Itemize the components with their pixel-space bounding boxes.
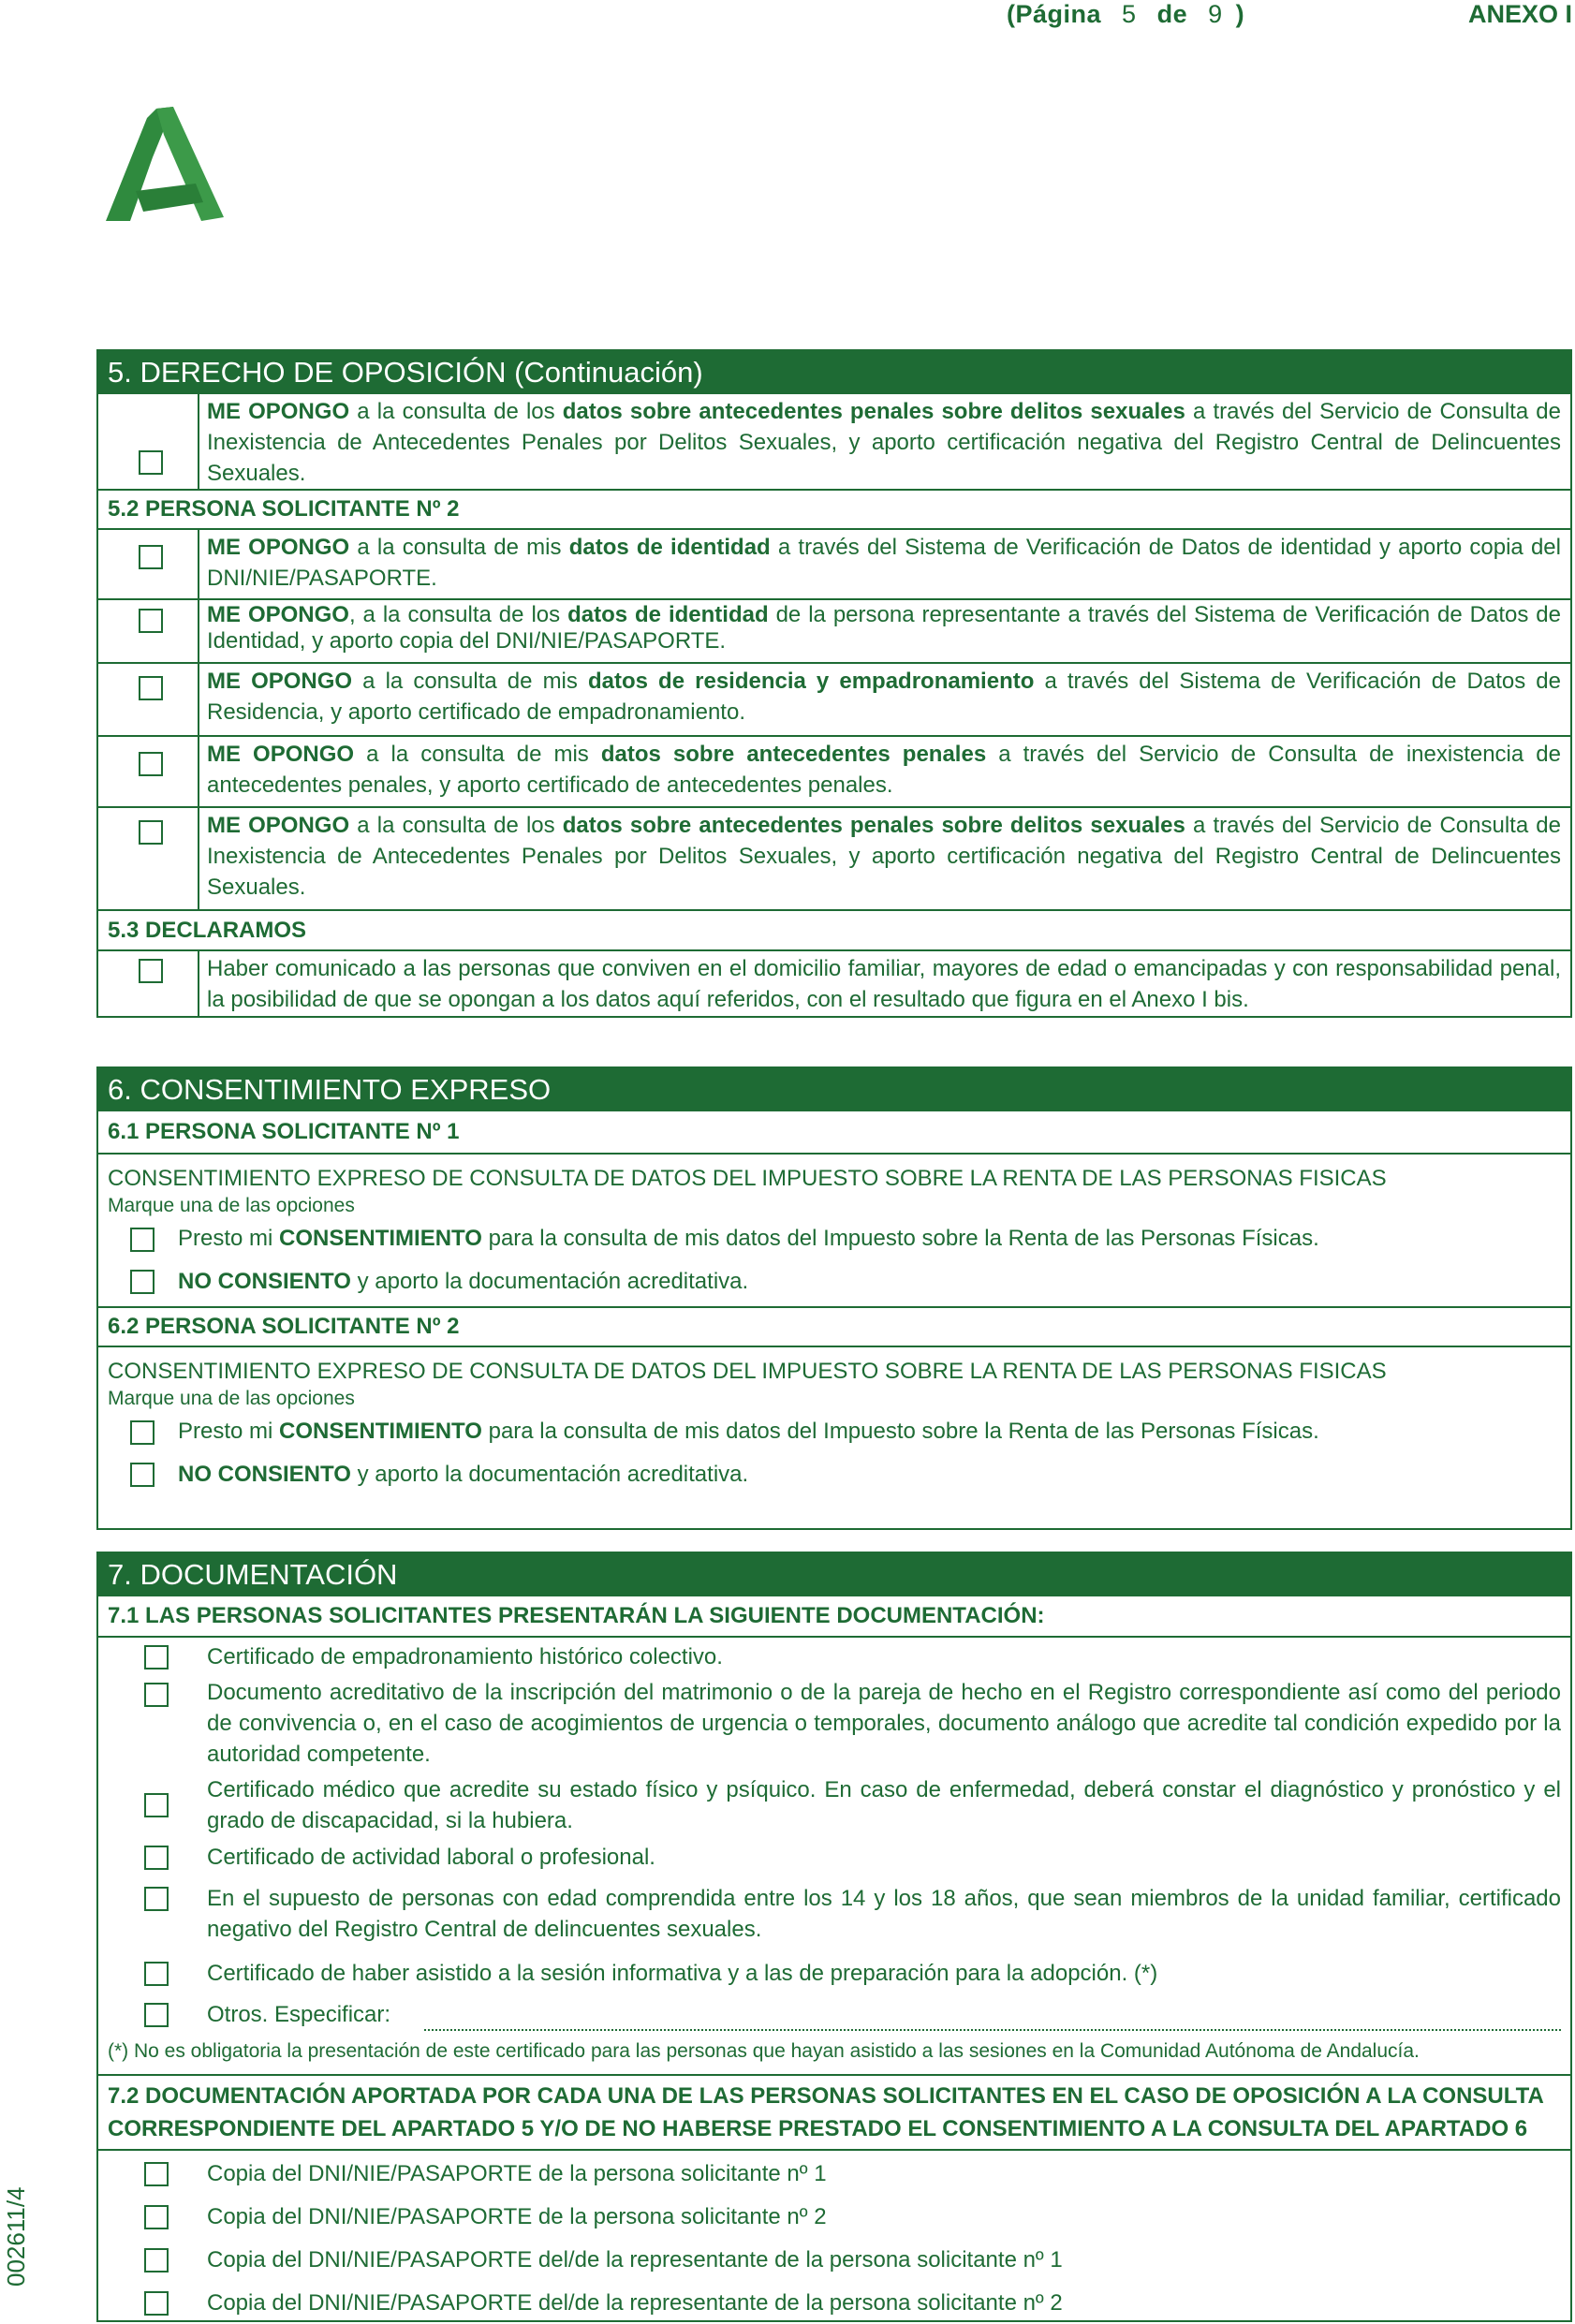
checkbox[interactable] (130, 1270, 155, 1294)
opposition-row (98, 662, 1570, 735)
document-label: Documento acreditativo de la inscripción del matrimonio o de la pareja de hecho en el Registro correspondiente así como del periodo de convivencia o, en el caso de acogimientos de urgencia o temporales, documento análogo que acredite tal condición expedido por la autoridad competente. (207, 1680, 1561, 1767)
page-indicator (1007, 0, 1244, 29)
document-label: Copia del DNI/NIE/PASAPORTE del/de la representante de la persona solicitante nº 1 (207, 2247, 1063, 2273)
opposition-text: ME OPONGO a la consulta de los datos sobre antecedentes penales sobre delitos sexuales a través del Servicio de Consulta de Inexistencia de Antecedentes Penales por Delitos Sexuales, y aporto certificación negativa del Registro Central de Delincuentes Sexuales. (207, 399, 1561, 486)
form-code: 002611/4 (2, 2186, 30, 2287)
checkbox[interactable] (139, 959, 163, 983)
section-7-title: 7. DOCUMENTACIÓN (98, 1553, 1570, 1596)
checkbox[interactable] (139, 545, 163, 569)
page-number: 5 (1122, 0, 1137, 28)
consent-heading: CONSENTIMIENTO EXPRESO DE CONSULTA DE DATOS DEL IMPUESTO SOBRE LA RENTA DE LAS PERSONAS FISICAS (108, 1166, 1387, 1191)
declaration-text: Haber comunicado a las personas que conviven en el domicilio familiar, mayores de edad o emancipadas y con responsabilidad penal, la posibilidad de que se opongan a los datos aquí referidos, con el resultado que figura en el Anexo I bis. (207, 956, 1561, 1012)
checkbox[interactable] (130, 1228, 155, 1252)
document-item (98, 1641, 1570, 1675)
document-item (98, 2153, 1570, 2196)
no-consent-option-label: NO CONSIENTO y aporto la documentación acreditativa. (178, 1269, 749, 1294)
no-consent-option-label: NO CONSIENTO y aporto la documentación acreditativa. (178, 1462, 749, 1487)
document-item (98, 2196, 1570, 2239)
checkbox[interactable] (144, 2162, 169, 2186)
document-label: Copia del DNI/NIE/PASAPORTE del/de la representante de la persona solicitante nº 2 (207, 2290, 1063, 2316)
no-consent-option (98, 1263, 1570, 1306)
checkbox[interactable] (144, 2003, 169, 2027)
section-6-title: 6. CONSENTIMIENTO EXPRESO (98, 1068, 1570, 1111)
document-item (98, 1879, 1570, 1954)
document-item (98, 2239, 1570, 2282)
opposition-text: ME OPONGO a la consulta de los datos sobre antecedentes penales sobre delitos sexuales a través del Servicio de Consulta de Inexistencia de Antecedentes Penales por Delitos Sexuales, y aporto certificación negativa del Registro Central de Delincuentes Sexuales. (207, 813, 1561, 900)
specify-input-line[interactable] (424, 2029, 1561, 2031)
document-label: Certificado de haber asistido a la sesión informativa y a las de preparación para la adopción. (*) (207, 1961, 1158, 1986)
opposition-text: ME OPONGO a la consulta de mis datos de residencia y empadronamiento a través del Sistema de Verificación de Datos de Residencia, y aporto certificado de empadronamiento. (207, 669, 1561, 725)
choose-one-note: Marque una de las opciones (108, 1195, 355, 1216)
document-label: Copia del DNI/NIE/PASAPORTE de la persona solicitante nº 2 (207, 2204, 827, 2229)
consent-option (98, 1411, 1570, 1456)
de-label: de (1156, 0, 1188, 28)
subsection-7-2-title: 7.2 DOCUMENTACIÓN APORTADA POR CADA UNA DE LAS PERSONAS SOLICITANTES EN EL CASO DE OPOSICIÓN A LA CONSULTA CORRESPONDIENTE DEL APARTADO 5 Y/O DE NO HABERSE PRESTADO EL CONSENTIMIENTO A LA CONSULTA DEL APARTADO 6 (98, 2074, 1570, 2149)
consent-heading: CONSENTIMIENTO EXPRESO DE CONSULTA DE DATOS DEL IMPUESTO SOBRE LA RENTA DE LAS PERSONAS FISICAS (108, 1359, 1387, 1384)
checkbox[interactable] (130, 1420, 155, 1445)
footnote: (*) No es obligatoria la presentación de este certificado para las personas que hayan asistido a las sesiones en la Comunidad Autónoma de Andalucía. (108, 2040, 1420, 2062)
opposition-text: ME OPONGO a la consulta de mis datos de identidad a través del Sistema de Verificación de Datos de identidad y aporto copia del DNI/NIE/PASAPORTE. (207, 535, 1561, 591)
checkbox[interactable] (144, 1683, 169, 1707)
checkbox[interactable] (130, 1463, 155, 1487)
subsection-6-2-title: 6.2 PERSONA SOLICITANTE Nº 2 (98, 1306, 1570, 1346)
checkbox[interactable] (139, 609, 163, 633)
section-6-consent (96, 1066, 1572, 1530)
checkbox[interactable] (144, 1887, 169, 1911)
checkbox[interactable] (144, 1962, 169, 1986)
checkbox[interactable] (139, 752, 163, 776)
subsection-5-3-title: 5.3 DECLARAMOS (98, 909, 1570, 949)
pagina-label: (Página (1007, 0, 1102, 28)
consent-option-label: Presto mi CONSENTIMIENTO para la consulta de mis datos del Impuesto sobre la Renta de las Personas Físicas. (178, 1226, 1319, 1251)
checkbox[interactable] (144, 1645, 169, 1669)
consent-option-label: Presto mi CONSENTIMIENTO para la consulta de mis datos del Impuesto sobre la Renta de las Personas Físicas. (178, 1419, 1319, 1444)
document-label: Otros. Especificar: (207, 2002, 391, 2027)
checkbox[interactable] (139, 676, 163, 700)
subsection-5-2-title: 5.2 PERSONA SOLICITANTE Nº 2 (98, 489, 1570, 528)
checkbox[interactable] (144, 1793, 169, 1817)
subsection-6-1-title: 6.1 PERSONA SOLICITANTE Nº 1 (108, 1119, 460, 1144)
document-item (98, 1675, 1570, 1774)
anexo-label: ANEXO I (1468, 0, 1573, 28)
section-7-documentation (96, 1552, 1572, 2322)
opposition-row (98, 394, 1570, 489)
close-paren: ) (1235, 0, 1245, 28)
checkbox[interactable] (144, 2205, 169, 2229)
checkbox[interactable] (144, 2291, 169, 2316)
opposition-row (98, 598, 1570, 662)
document-item (98, 1954, 1570, 1995)
opposition-text: ME OPONGO, a la consulta de los datos de identidad de la persona representante a través del Sistema de Verificación de Datos de Identidad, y aporto copia del DNI/NIE/PASAPORTE. (207, 602, 1561, 654)
checkbox[interactable] (144, 1846, 169, 1870)
checkbox[interactable] (139, 820, 163, 845)
checkbox[interactable] (144, 2248, 169, 2273)
consent-option (98, 1218, 1570, 1263)
checkbox[interactable] (139, 450, 163, 475)
document-item (98, 2282, 1570, 2323)
section-5-opposition (96, 349, 1572, 1018)
document-item-other (98, 1995, 1570, 2037)
opposition-row (98, 806, 1570, 909)
document-item (98, 1774, 1570, 1842)
document-item (98, 1842, 1570, 1879)
document-label: En el supuesto de personas con edad comprendida entre los 14 y los 18 años, que sean miembros de la unidad familiar, certificado negativo del Registro Central de delincuentes sexuales. (207, 1886, 1561, 1942)
opposition-row (98, 528, 1570, 598)
choose-one-note: Marque una de las opciones (108, 1388, 355, 1409)
section-5-title: 5. DERECHO DE OPOSICIÓN (Continuación) (98, 351, 1570, 394)
document-label: Copia del DNI/NIE/PASAPORTE de la persona solicitante nº 1 (207, 2161, 827, 2186)
opposition-text: ME OPONGO a la consulta de mis datos sobre antecedentes penales a través del Servicio de Consulta de inexistencia de antecedentes penales, y aporto certificado de antecedentes penales. (207, 742, 1561, 798)
subsection-7-1-title: 7.1 LAS PERSONAS SOLICITANTES PRESENTARÁN LA SIGUIENTE DOCUMENTACIÓN: (108, 1603, 1045, 1628)
junta-andalucia-logo (98, 101, 229, 223)
opposition-row (98, 735, 1570, 806)
page-total: 9 (1208, 0, 1223, 28)
declaration-row (98, 949, 1570, 1016)
no-consent-option (98, 1456, 1570, 1499)
document-label: Certificado de empadronamiento histórico colectivo. (207, 1644, 723, 1669)
document-label: Certificado de actividad laboral o profesional. (207, 1845, 655, 1870)
document-label: Certificado médico que acredite su estado físico y psíquico. En caso de enfermedad, deberá constar el diagnóstico y pronóstico y el grado de discapacidad, si la hubiera. (207, 1777, 1561, 1833)
